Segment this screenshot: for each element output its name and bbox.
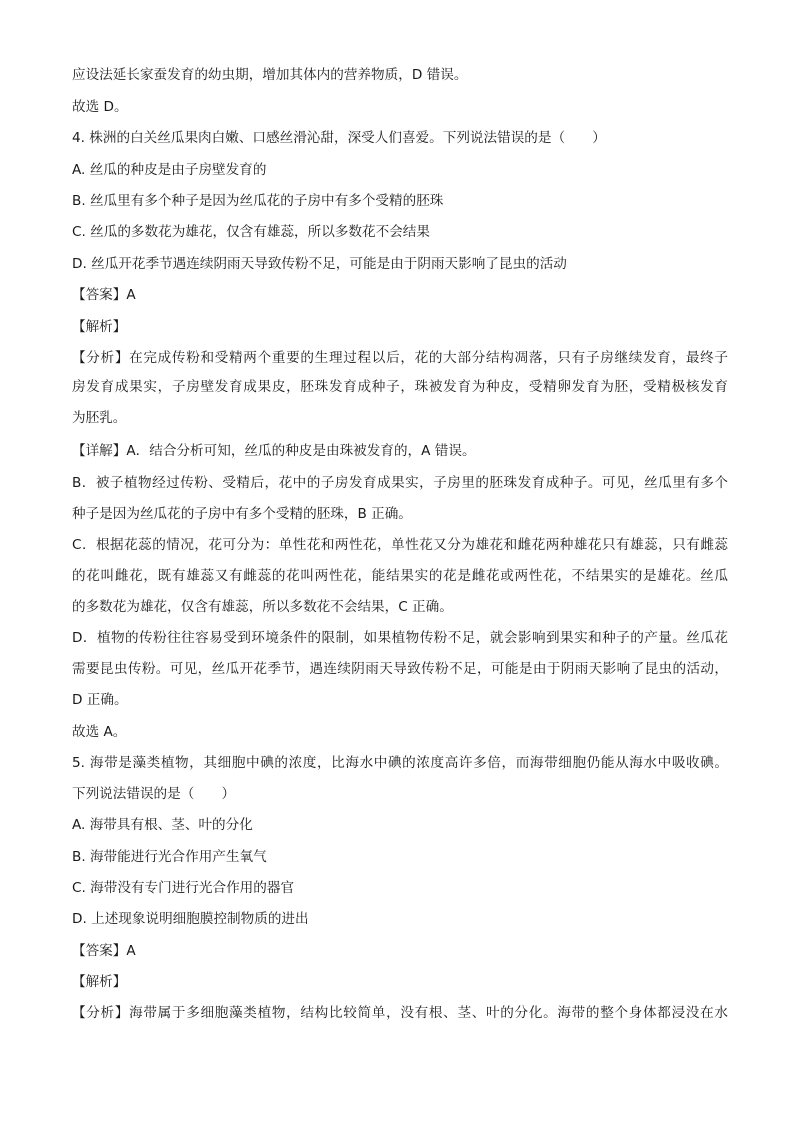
analysis-text-line: 房发育成果实，子房壁发育成果皮，胚珠发育成种子，珠被发育为种皮，受精卵发育为胚，受精极核发育 bbox=[72, 379, 728, 395]
answer-label: 【答案】A bbox=[72, 287, 136, 303]
question-4-stem: 4. 株洲的白关丝瓜果肉白嫩、口感丝滑沁甜，深受人们喜爱。下列说法错误的是（ ） bbox=[72, 130, 606, 146]
question-5-stem-cont: 下列说法错误的是（ ） bbox=[72, 786, 236, 802]
question-5-option-a: A. 海带具有根、茎、叶的分化 bbox=[72, 817, 253, 833]
text-line: 故选 D。 bbox=[72, 99, 128, 115]
analysis-text-line: 为胚乳。 bbox=[72, 410, 127, 426]
question-4-option-c: C. 丝瓜的多数花为雄花，仅含有雄蕊，所以多数花不会结果 bbox=[72, 224, 430, 240]
question-5-stem: 5. 海带是藻类植物，其细胞中碘的浓度，比海水中碘的浓度高许多倍，而海带细胞仍能从海水中吸收碘。 bbox=[72, 755, 728, 771]
detail-text-line: 的多数花为雄花，仅含有雄蕊，所以多数花不会结果，C 正确。 bbox=[72, 599, 453, 615]
question-5-option-d: D. 上述现象说明细胞膜控制物质的进出 bbox=[72, 911, 309, 927]
detail-text-line: D 正确。 bbox=[72, 692, 128, 708]
analysis-text-line: 【分析】海带属于多细胞藻类植物，结构比较简单，没有根、茎、叶的分化。海带的整个身体都浸没在水 bbox=[72, 1005, 728, 1021]
detail-text-line: 【详解】A．结合分析可知，丝瓜的种皮是由珠被发育的，A 错误。 bbox=[72, 443, 476, 459]
question-5-option-c: C. 海带没有专门进行光合作用的器官 bbox=[72, 880, 295, 896]
detail-text-line: 种子是因为丝瓜花的子房中有多个受精的胚珠，B 正确。 bbox=[72, 506, 412, 522]
answer-label: 【答案】A bbox=[72, 943, 136, 959]
detail-text-line: B．被子植物经过传粉、受精后，花中的子房发育成果实，子房里的胚珠发育成种子。可见，丝瓜里有多个 bbox=[72, 475, 728, 491]
question-5-option-b: B. 海带能进行光合作用产生氧气 bbox=[72, 849, 267, 865]
text-line: 应设法延长家蚕发育的幼虫期，增加其体内的营养物质，D 错误。 bbox=[72, 67, 468, 83]
detail-text-line: C．根据花蕊的情况，花可分为：单性花和两性花，单性花又分为雄花和雌花两种雄花只有雄蕊，只有雌蕊 bbox=[72, 537, 728, 553]
analysis-heading: 【解析】 bbox=[72, 319, 127, 335]
question-4-option-b: B. 丝瓜里有多个种子是因为丝瓜花的子房中有多个受精的胚珠 bbox=[72, 193, 444, 209]
question-4-option-d: D. 丝瓜开花季节遇连续阴雨天导致传粉不足，可能是由于阴雨天影响了昆虫的活动 bbox=[72, 256, 567, 272]
detail-text-line: 的花叫雌花，既有雄蕊又有雌蕊的花叫两性花，能结果实的花是雌花或两性花，不结果实的是雄花。丝瓜 bbox=[72, 568, 728, 584]
text-line: 故选 A。 bbox=[72, 724, 127, 740]
detail-text-line: 需要昆虫传粉。可见，丝瓜开花季节，遇连续阴雨天导致传粉不足，可能是由于阴雨天影响了昆虫的活动， bbox=[72, 661, 728, 677]
analysis-heading: 【解析】 bbox=[72, 974, 127, 990]
detail-text-line: D．植物的传粉往往容易受到环境条件的限制，如果植物传粉不足，就会影响到果实和种子的产量。丝瓜花 bbox=[72, 630, 728, 646]
analysis-text-line: 【分析】在完成传粉和受精两个重要的生理过程以后，花的大部分结构凋落，只有子房继续发育，最终子 bbox=[72, 350, 728, 366]
question-4-option-a: A. 丝瓜的种皮是由子房壁发育的 bbox=[72, 162, 267, 178]
